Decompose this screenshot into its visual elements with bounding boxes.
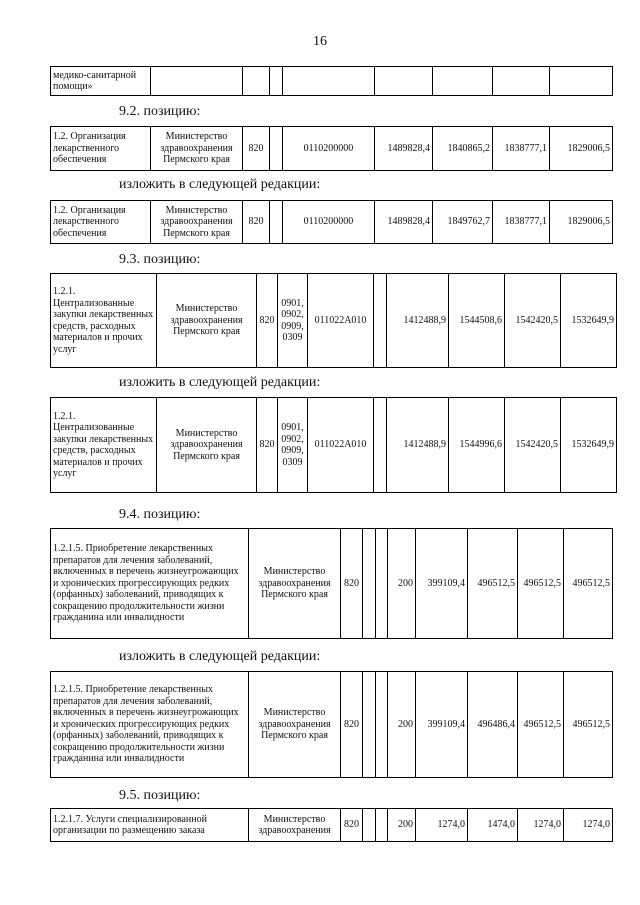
ministry-cell: Министерство здравоохранения Пермского края — [151, 201, 243, 244]
value-4: 1829006,5 — [550, 127, 613, 171]
value-4: 1274,0 — [564, 809, 613, 842]
value-3: 496512,5 — [518, 672, 564, 778]
position-name: 1.2.1.5. Приобретение лекарственных препаратов для лечения заболеваний, включенных в перечень жизнеугрожающих и хронических прогрессирующих редких (орфанных) заболеваний, приводящих к сокращению продолжительности жизни гражданина или инвалидности — [51, 529, 249, 639]
value-3: 496512,5 — [518, 529, 564, 639]
table-9-4-new — [50, 671, 613, 778]
code-cell: 820 — [243, 201, 270, 244]
table-row — [51, 398, 617, 493]
value-1: 1489828,4 — [375, 127, 433, 171]
code-cell: 820 — [257, 398, 278, 493]
value-1: 1412488,9 — [387, 274, 449, 368]
table-row — [51, 529, 613, 639]
table-9-2-new — [50, 200, 613, 244]
code-cell: 820 — [341, 672, 363, 778]
ministry-cell: Министерство здравоохранения Пермского края — [249, 672, 341, 778]
code-cell: 820 — [341, 809, 363, 842]
code-cell: 820 — [243, 127, 270, 171]
table-row — [51, 672, 613, 778]
heading-9-2-new: изложить в следующей редакции: — [119, 177, 321, 192]
value-4: 496512,5 — [564, 672, 613, 778]
table-continuation — [50, 66, 613, 96]
table-row — [51, 67, 613, 96]
value-4: 496512,5 — [564, 529, 613, 639]
heading-9-4: 9.4. позицию: — [119, 507, 201, 522]
value-4: 1532649,9 — [561, 274, 617, 368]
table-row — [51, 201, 613, 244]
position-name: 1.2.1.5. Приобретение лекарственных препаратов для лечения заболеваний, включенных в перечень жизнеугрожающих и хронических прогрессирующих редких (орфанных) заболеваний, приводящих к сокращению продолжительности жизни гражданина или инвалидности — [51, 672, 249, 778]
ministry-cell: Министерство здравоохранения Пермского края — [151, 127, 243, 171]
value-1: 399109,4 — [416, 529, 468, 639]
csr-cell: 0110200000 — [283, 127, 375, 171]
position-name: 1.2.1. Централизованные закупки лекарственных средств, расходных материалов и прочих услуг — [51, 274, 157, 368]
ministry-cell: Министерство здравоохранения Пермского края — [157, 398, 257, 493]
value-4: 1532649,9 — [561, 398, 617, 493]
value-2: 496512,5 — [468, 529, 518, 639]
table-9-2-old — [50, 126, 613, 171]
position-name: 1.2.1. Централизованные закупки лекарственных средств, расходных материалов и прочих услуг — [51, 398, 157, 493]
value-1: 1274,0 — [416, 809, 468, 842]
value-3: 1542420,5 — [505, 398, 561, 493]
ministry-cell: Министерство здравоохранения — [249, 809, 341, 842]
vr-cell: 200 — [388, 529, 416, 639]
table-row — [51, 127, 613, 171]
value-4: 1829006,5 — [550, 201, 613, 244]
value-3: 1274,0 — [518, 809, 564, 842]
ministry-cell: Министерство здравоохранения Пермского края — [249, 529, 341, 639]
code-cell: 820 — [341, 529, 363, 639]
table-row — [51, 809, 613, 842]
table-9-4-old — [50, 528, 613, 639]
value-2: 1840865,2 — [433, 127, 493, 171]
value-1: 1489828,4 — [375, 201, 433, 244]
ministry-cell: Министерство здравоохранения Пермского края — [157, 274, 257, 368]
csr-cell: 0110200000 — [283, 201, 375, 244]
heading-9-3: 9.3. позицию: — [119, 252, 201, 267]
value-2: 496486,4 — [468, 672, 518, 778]
table-9-5-old — [50, 808, 613, 842]
page-number: 16 — [313, 34, 327, 49]
position-name: медико-санитарной помощи» — [51, 67, 151, 96]
value-1: 399109,4 — [416, 672, 468, 778]
value-2: 1544508,6 — [449, 274, 505, 368]
value-1: 1412488,9 — [387, 398, 449, 493]
table-row — [51, 274, 617, 368]
position-name: 1.2.1.7. Услуги специализированной организации по размещению заказа — [51, 809, 249, 842]
value-2: 1849762,7 — [433, 201, 493, 244]
value-2: 1474,0 — [468, 809, 518, 842]
position-name: 1.2. Организация лекарственного обеспечения — [51, 127, 151, 171]
table-9-3-old — [50, 273, 617, 368]
table-9-3-new — [50, 397, 617, 493]
sections-cell: 0901, 0902, 0909, 0309 — [278, 274, 308, 368]
sections-cell: 0901, 0902, 0909, 0309 — [278, 398, 308, 493]
position-name: 1.2. Организация лекарственного обеспечения — [51, 201, 151, 244]
heading-9-4-new: изложить в следующей редакции: — [119, 649, 321, 664]
value-3: 1838777,1 — [493, 127, 550, 171]
heading-9-5: 9.5. позицию: — [119, 788, 201, 803]
value-2: 1544996,6 — [449, 398, 505, 493]
csr-cell: 011022А010 — [308, 274, 374, 368]
code-cell: 820 — [257, 274, 278, 368]
heading-9-3-new: изложить в следующей редакции: — [119, 375, 321, 390]
value-3: 1838777,1 — [493, 201, 550, 244]
vr-cell: 200 — [388, 672, 416, 778]
vr-cell: 200 — [388, 809, 416, 842]
value-3: 1542420,5 — [505, 274, 561, 368]
heading-9-2: 9.2. позицию: — [119, 104, 201, 119]
csr-cell: 011022А010 — [308, 398, 374, 493]
